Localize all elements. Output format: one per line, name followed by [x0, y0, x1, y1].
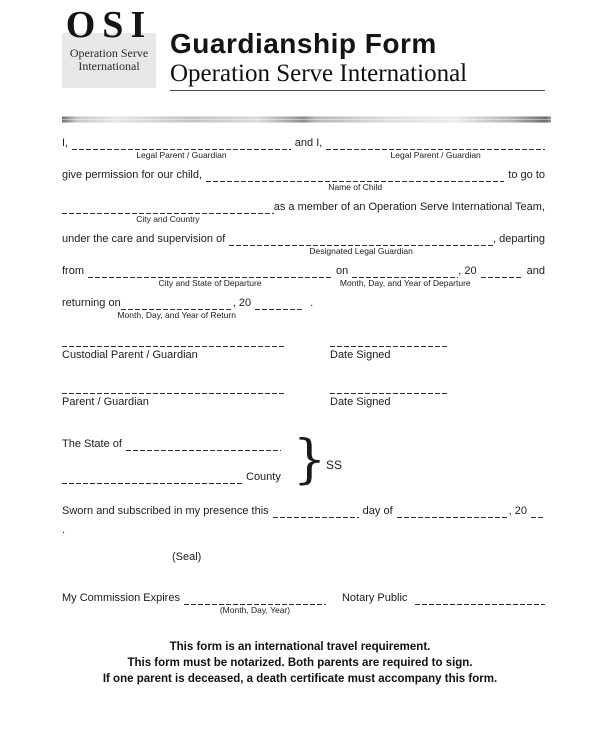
sworn-year-blank[interactable] — [531, 505, 545, 518]
state-line[interactable] — [126, 438, 281, 451]
page-title: Guardianship Form — [170, 28, 437, 59]
sworn-section — [62, 505, 545, 537]
departure-year-blank[interactable] — [481, 265, 523, 278]
departure-row — [62, 265, 545, 289]
parent2-line[interactable] — [326, 137, 545, 150]
footer-note-3: If one parent is deceased, a death certificate must accompany this form. — [102, 673, 498, 685]
sworn-year-prefix: , 20 — [508, 505, 527, 517]
custodial-signature-label: Custodial Parent / Guardian — [62, 349, 198, 361]
destination-post-text: as a member of an Operation Serve International Team, — [273, 201, 545, 213]
city-country-line[interactable] — [62, 201, 274, 214]
signature-section — [62, 334, 545, 409]
child-post-text: to go to — [508, 169, 545, 181]
state-blank[interactable] — [126, 438, 281, 451]
ss-text: SS — [326, 458, 343, 472]
commission-row — [62, 592, 545, 616]
notary-public-line[interactable] — [415, 592, 545, 605]
child-name-line[interactable] — [206, 169, 504, 182]
child-name-blank[interactable] — [206, 169, 504, 193]
parent1-blank[interactable] — [72, 137, 291, 161]
parent-signature-line[interactable] — [62, 381, 286, 394]
return-date-line[interactable] — [121, 297, 233, 310]
child-name-label: Name of Child — [328, 182, 383, 192]
sworn-month-line[interactable] — [397, 505, 509, 518]
footer-notes — [0, 639, 600, 687]
care-pre-text: under the care and supervision of — [62, 233, 226, 245]
sworn-period-text: . — [62, 524, 66, 536]
day-of-text: day of — [362, 505, 393, 517]
departure-city-line[interactable] — [88, 265, 332, 278]
form-body — [62, 137, 545, 329]
parent-date-line[interactable] — [330, 381, 448, 394]
custodial-date-label: Date Signed — [330, 349, 391, 361]
designated-guardian-blank[interactable] — [229, 233, 493, 257]
parents-row — [62, 137, 545, 161]
care-post-text: , departing — [493, 233, 545, 245]
return-year-line[interactable] — [255, 297, 303, 310]
sworn-month-blank[interactable] — [397, 505, 509, 518]
return-year-blank[interactable] — [255, 297, 303, 310]
commission-pre-text: My Commission Expires — [62, 592, 180, 604]
commission-date-label: (Month, Day, Year) — [219, 605, 291, 615]
commission-date-blank[interactable] — [184, 592, 326, 616]
custodial-signature-line[interactable] — [62, 334, 286, 347]
child-pre-text: give permission for our child, — [62, 169, 203, 181]
logo-text-line1: Operation Serve — [69, 46, 149, 60]
custodial-signature-row — [62, 334, 545, 362]
notary-public-blank[interactable] — [415, 592, 545, 605]
departure-date-line[interactable] — [352, 265, 458, 278]
returning-text: returning on — [62, 297, 121, 309]
sworn-year-line[interactable] — [531, 505, 545, 518]
state-pre-text: The State of — [62, 438, 122, 450]
logo-text-line2: International — [78, 59, 140, 73]
sworn-pre-text: Sworn and subscribed in my presence this — [62, 505, 269, 517]
departure-year-prefix: , 20 — [458, 265, 477, 277]
state-county-section — [62, 430, 545, 490]
from-text: from — [62, 265, 84, 277]
county-text: County — [246, 471, 281, 483]
logo-monogram: OSI — [65, 4, 153, 46]
on-text: on — [336, 265, 349, 277]
city-country-blank[interactable] — [62, 201, 274, 225]
i2-pre-text: and I, — [294, 137, 323, 149]
departure-date-label: Month, Day, and Year of Departure — [339, 278, 471, 288]
departure-city-blank[interactable] — [88, 265, 332, 289]
county-blank[interactable] — [62, 471, 242, 484]
designated-guardian-label: Designated Legal Guardian — [309, 246, 413, 256]
child-row — [62, 169, 545, 193]
parent1-line[interactable] — [72, 137, 291, 150]
footer-note-1: This form is an international travel requirement. — [169, 641, 431, 653]
guardian-row — [62, 233, 545, 257]
departure-city-label: City and State of Departure — [158, 278, 262, 288]
i1-pre-text: I, — [62, 137, 69, 149]
return-year-prefix: , 20 — [232, 297, 252, 309]
commission-section — [62, 592, 545, 616]
county-line[interactable] — [62, 471, 242, 484]
parent1-label: Legal Parent / Guardian — [136, 150, 227, 160]
parent2-label: Legal Parent / Guardian — [390, 150, 481, 160]
return-row — [62, 297, 545, 321]
designated-guardian-line[interactable] — [229, 233, 493, 246]
parent2-blank[interactable] — [326, 137, 545, 161]
sworn-row — [62, 505, 545, 518]
header-divider-bar — [62, 116, 551, 123]
return-period-text: . — [310, 297, 314, 309]
page-subtitle: Operation Serve International — [170, 60, 468, 87]
parent-date-label: Date Signed — [330, 396, 391, 408]
destination-row — [62, 201, 545, 225]
seal-text: (Seal) — [172, 551, 202, 563]
notary-public-text: Notary Public — [341, 592, 408, 604]
custodial-date-line[interactable] — [330, 334, 448, 347]
parent-signature-label: Parent / Guardian — [62, 396, 149, 408]
city-country-label: City and Country — [136, 214, 200, 224]
and-text: and — [526, 265, 545, 277]
ss-brace: } — [293, 430, 327, 490]
return-date-blank[interactable] — [117, 297, 236, 321]
footer-note-2: This form must be notarized. Both parents are required to sign. — [127, 657, 473, 669]
commission-date-line[interactable] — [184, 592, 326, 605]
return-date-label: Month, Day, and Year of Return — [117, 310, 236, 320]
subtitle-underline — [170, 90, 545, 91]
sworn-day-blank[interactable] — [273, 505, 359, 518]
org-logo — [62, 4, 156, 88]
sworn-day-line[interactable] — [273, 505, 359, 518]
parent-signature-row — [62, 381, 545, 409]
departure-year-line[interactable] — [481, 265, 523, 278]
